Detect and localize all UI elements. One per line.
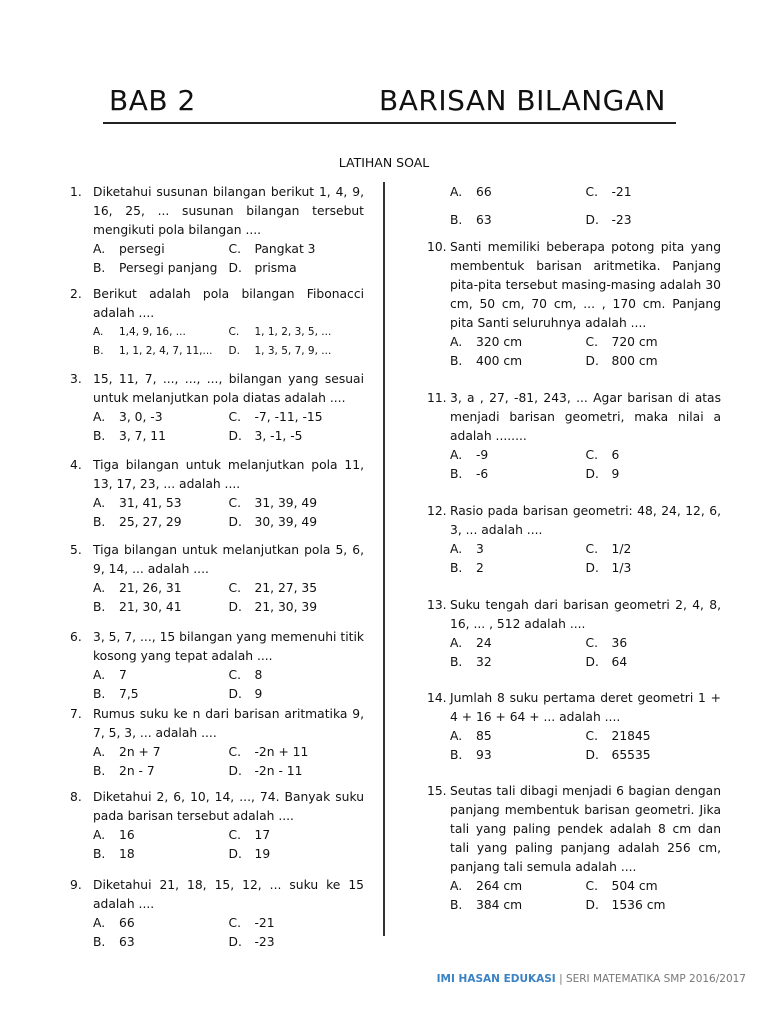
option-text: 24 [476,636,492,650]
option-text: -23 [611,213,632,227]
footer-separator: | [559,973,563,985]
option-label: B. [93,345,104,357]
chapter-label: BAB 2 [109,84,196,117]
question-number: 3. [70,372,82,386]
option-text: 3, -1, -5 [254,429,303,443]
question-4 [70,456,364,532]
question-number: 7. [70,707,82,721]
question-6 [70,628,364,704]
option-b [450,465,586,484]
option-text: 1, 1, 2, 4, 7, 11,... [119,345,213,357]
option-text: 2n - 7 [119,764,155,778]
option-label: A. [93,916,106,930]
question-11 [427,389,721,484]
option-a [93,826,229,845]
option-label: D. [585,655,599,669]
section-subtitle: LATIHAN SOAL [338,155,430,170]
option-label: B. [450,655,463,669]
option-label: C. [228,496,241,510]
option-text: 85 [476,729,492,743]
question-text: Suku tengah dari barisan geometri 2, 4, 8, 16, ... , 512 adalah .... [450,598,721,631]
option-text: 1/2 [611,542,632,556]
page-footer [437,973,746,985]
option-label: A. [93,828,106,842]
option-d [586,211,722,230]
option-text: 720 cm [611,335,658,349]
option-text: 3, 0, -3 [119,410,163,424]
option-label: A. [450,542,463,556]
option-label: A. [93,581,106,595]
question-text: Seutas tali dibagi menjadi 6 bagian dengan panjang membentuk barisan geometri. Jika tali yang paling pendek adalah 8 cm dan tali yang paling panjang adalah 256 cm, panjang tali semula adalah .... [450,784,721,874]
option-text: Persegi panjang [119,261,218,275]
option-label: C. [228,916,241,930]
option-c [586,877,722,896]
option-b [93,933,229,952]
option-label: B. [93,600,106,614]
option-text: 504 cm [611,879,658,893]
option-text: 3, 7, 11 [119,429,166,443]
option-text: prisma [254,261,297,275]
question-12 [427,502,721,578]
option-label: B. [450,467,463,481]
option-a [93,666,229,685]
option-c [229,826,365,845]
option-label: C. [585,729,598,743]
option-label: C. [585,542,598,556]
option-text: 18 [119,847,135,861]
option-b [93,762,229,781]
option-b [450,211,586,230]
question-number: 11. [427,391,447,405]
option-b [93,259,229,278]
option-label: B. [93,261,106,275]
question-number: 1. [70,185,82,199]
option-b [93,342,229,361]
option-d [229,685,365,704]
option-label: B. [93,515,106,529]
option-label: A. [93,668,106,682]
option-text: 21, 27, 35 [254,581,318,595]
question-text: 3, 5, 7, ..., 15 bilangan yang memenuhi titik kosong yang tepat adalah .... [93,630,364,663]
option-label: D. [585,898,599,912]
question-text: Jumlah 8 suku pertama deret geometri 1 + 4 + 16 + 64 + ... adalah .... [450,691,721,724]
question-text: Diketahui 2, 6, 10, 14, ..., 74. Banyak suku pada barisan tersebut adalah .... [93,790,364,823]
option-label: D. [228,935,242,949]
option-text: -21 [611,185,632,199]
option-d [229,598,365,617]
option-b [93,685,229,704]
option-text: persegi [119,242,165,256]
question-text: Rumus suku ke n dari barisan aritmatika 9, 7, 5, 3, ... adalah .... [93,707,364,740]
option-label: A. [450,879,463,893]
question-10 [427,238,721,371]
question-13 [427,596,721,672]
question-number: 8. [70,790,82,804]
option-label: D. [228,687,242,701]
option-text: 384 cm [476,898,523,912]
option-text: 36 [611,636,628,650]
option-text: 21, 30, 39 [254,600,318,614]
option-text: 65535 [611,748,651,762]
question-3 [70,370,364,446]
option-c [229,494,365,513]
option-a [450,634,586,653]
option-label: D. [585,561,599,575]
option-b [450,352,586,371]
option-label: A. [93,496,106,510]
option-text: 21845 [611,729,651,743]
option-text: 1,4, 9, 16, ... [119,326,186,338]
question-2 [70,285,364,361]
option-label: B. [93,764,106,778]
question-9 [70,876,364,952]
option-d [229,342,365,361]
option-text: 31, 39, 49 [254,496,318,510]
option-c [586,540,722,559]
question-14 [427,689,721,765]
option-text: 264 cm [476,879,523,893]
option-d [229,259,365,278]
option-d [229,427,365,446]
option-label: B. [93,935,106,949]
option-text: 3 [476,542,484,556]
option-b [450,559,586,578]
option-text: 30, 39, 49 [254,515,318,529]
option-text: 7,5 [119,687,139,701]
option-b [450,746,586,765]
option-d [229,933,365,952]
option-a [93,323,229,342]
option-a [450,540,586,559]
option-label: D. [228,764,242,778]
question-text: Diketahui susunan bilangan berikut 1, 4, 9, 16, 25, ... susunan bilangan tersebut mengikuti pola bilangan .... [93,185,364,237]
option-text: 7 [119,668,127,682]
option-text: 400 cm [476,354,523,368]
question-number: 5. [70,543,82,557]
option-label: C. [585,448,598,462]
option-text: Pangkat 3 [254,242,316,256]
option-text: 63 [476,213,492,227]
option-label: A. [93,410,106,424]
option-label: D. [585,748,599,762]
option-a [93,579,229,598]
option-label: D. [228,345,240,357]
option-a [93,240,229,259]
option-c [229,240,365,259]
option-text: 66 [476,185,492,199]
option-label: C. [228,828,241,842]
option-c [229,743,365,762]
option-a [93,914,229,933]
question-8 [70,788,364,864]
option-label: A. [93,242,106,256]
option-text: -21 [254,916,275,930]
option-c [586,333,722,352]
option-d [586,559,722,578]
option-text: -6 [476,467,489,481]
question-number: 15. [427,784,447,798]
question-text: 15, 11, 7, ..., ..., ..., bilangan yang sesuai untuk melanjutkan pola diatas adalah .... [93,372,364,405]
column-divider [383,182,385,936]
option-text: 31, 41, 53 [119,496,182,510]
option-text: 17 [254,828,271,842]
option-c [586,727,722,746]
option-label: B. [450,213,463,227]
option-label: B. [93,847,106,861]
option-text: -23 [254,935,275,949]
option-label: D. [228,261,242,275]
option-b [93,513,229,532]
option-text: 63 [119,935,135,949]
question-text: Diketahui 21, 18, 15, 12, ... suku ke 15 adalah .... [93,878,364,911]
option-text: -7, -11, -15 [254,410,323,424]
footer-series: SERI MATEMATIKA SMP 2016/2017 [565,973,746,985]
option-label: B. [450,898,463,912]
option-label: B. [93,429,106,443]
option-text: 800 cm [611,354,658,368]
option-c [586,183,722,202]
option-b [93,845,229,864]
option-label: D. [228,515,242,529]
question-15 [427,782,721,915]
option-label: D. [228,600,242,614]
option-text: 6 [611,448,620,462]
question-number: 14. [427,691,447,705]
question-number: 10. [427,240,447,254]
option-c [229,579,365,598]
question-text: Tiga bilangan untuk melanjutkan pola 11, 13, 17, 23, ... adalah .... [93,458,364,491]
option-label: A. [450,335,463,349]
option-label: C. [228,668,241,682]
option-label: C. [585,335,598,349]
option-label: D. [228,429,242,443]
question-text: Rasio pada barisan geometri: 48, 24, 12, 6, 3, ... adalah .... [450,504,721,537]
option-text: -2n + 11 [254,745,309,759]
option-label: C. [228,745,241,759]
option-label: D. [585,354,599,368]
option-text: 9 [254,687,263,701]
option-text: 93 [476,748,492,762]
question-number: 6. [70,630,82,644]
option-text: 19 [254,847,271,861]
option-a [450,183,586,202]
option-c [229,408,365,427]
option-b [93,427,229,446]
option-b [450,653,586,672]
option-d [229,762,365,781]
option-label: C. [585,185,598,199]
option-b [450,896,586,915]
option-label: D. [228,847,242,861]
option-c [586,634,722,653]
option-a [450,877,586,896]
option-text: 320 cm [476,335,523,349]
option-d [586,896,722,915]
option-d [586,465,722,484]
option-text: 21, 30, 41 [119,600,182,614]
question-9-options [427,183,721,230]
option-d [229,513,365,532]
option-text: 8 [254,668,263,682]
option-label: A. [93,326,104,338]
question-5 [70,541,364,617]
option-text: 1, 1, 2, 3, 5, ... [254,326,332,338]
option-text: 2 [476,561,484,575]
question-1 [70,183,364,278]
option-text: 1536 cm [611,898,666,912]
footer-brand: IMI HASAN EDUKASI [436,973,556,985]
option-text: -9 [476,448,489,462]
option-text: 9 [611,467,620,481]
question-7 [70,705,364,781]
option-label: C. [585,879,598,893]
question-text: Berikut adalah pola bilangan Fibonacci adalah .... [93,287,364,320]
question-number: 12. [427,504,447,518]
option-d [586,653,722,672]
question-number: 9. [70,878,82,892]
option-text: 21, 26, 31 [119,581,182,595]
question-number: 13. [427,598,447,612]
option-a [93,408,229,427]
option-label: B. [93,687,106,701]
option-label: C. [228,242,241,256]
option-text: 16 [119,828,135,842]
option-label: B. [450,561,463,575]
page-title: BARISAN BILANGAN [379,84,666,117]
option-label: C. [228,326,240,338]
option-b [93,598,229,617]
option-text: 64 [611,655,628,669]
option-text: -2n - 11 [254,764,303,778]
question-number: 4. [70,458,82,472]
option-label: A. [450,448,463,462]
option-c [229,323,365,342]
option-text: 1/3 [611,561,632,575]
option-label: B. [450,748,463,762]
option-label: D. [585,467,599,481]
option-label: C. [585,636,598,650]
option-a [450,727,586,746]
question-number: 2. [70,287,82,301]
option-text: 1, 3, 5, 7, 9, ... [254,345,332,357]
option-label: A. [450,636,463,650]
option-a [450,333,586,352]
option-c [586,446,722,465]
option-c [229,914,365,933]
option-d [586,746,722,765]
option-c [229,666,365,685]
option-label: B. [450,354,463,368]
option-label: A. [450,185,463,199]
option-text: 2n + 7 [119,745,161,759]
option-text: 66 [119,916,135,930]
option-text: 32 [476,655,492,669]
option-d [586,352,722,371]
option-label: D. [585,213,599,227]
question-text: Santi memiliki beberapa potong pita yang membentuk barisan aritmetika. Panjang pita-pita tersebut masing-masing adalah 30 cm, 50 cm, 70 cm, ... , 170 cm. Panjang pita Santi seluruhnya adalah .... [450,240,721,330]
option-a [93,494,229,513]
option-d [229,845,365,864]
option-a [450,446,586,465]
option-label: C. [228,581,241,595]
question-text: 3, a , 27, -81, 243, ... Agar barisan di atas menjadi barisan geometri, maka nilai a adalah ........ [450,391,721,443]
option-text: 25, 27, 29 [119,515,182,529]
option-label: C. [228,410,241,424]
option-a [93,743,229,762]
question-text: Tiga bilangan untuk melanjutkan pola 5, 6, 9, 14, ... adalah .... [93,543,364,576]
option-label: A. [450,729,463,743]
option-label: A. [93,745,106,759]
page-header [103,84,676,124]
